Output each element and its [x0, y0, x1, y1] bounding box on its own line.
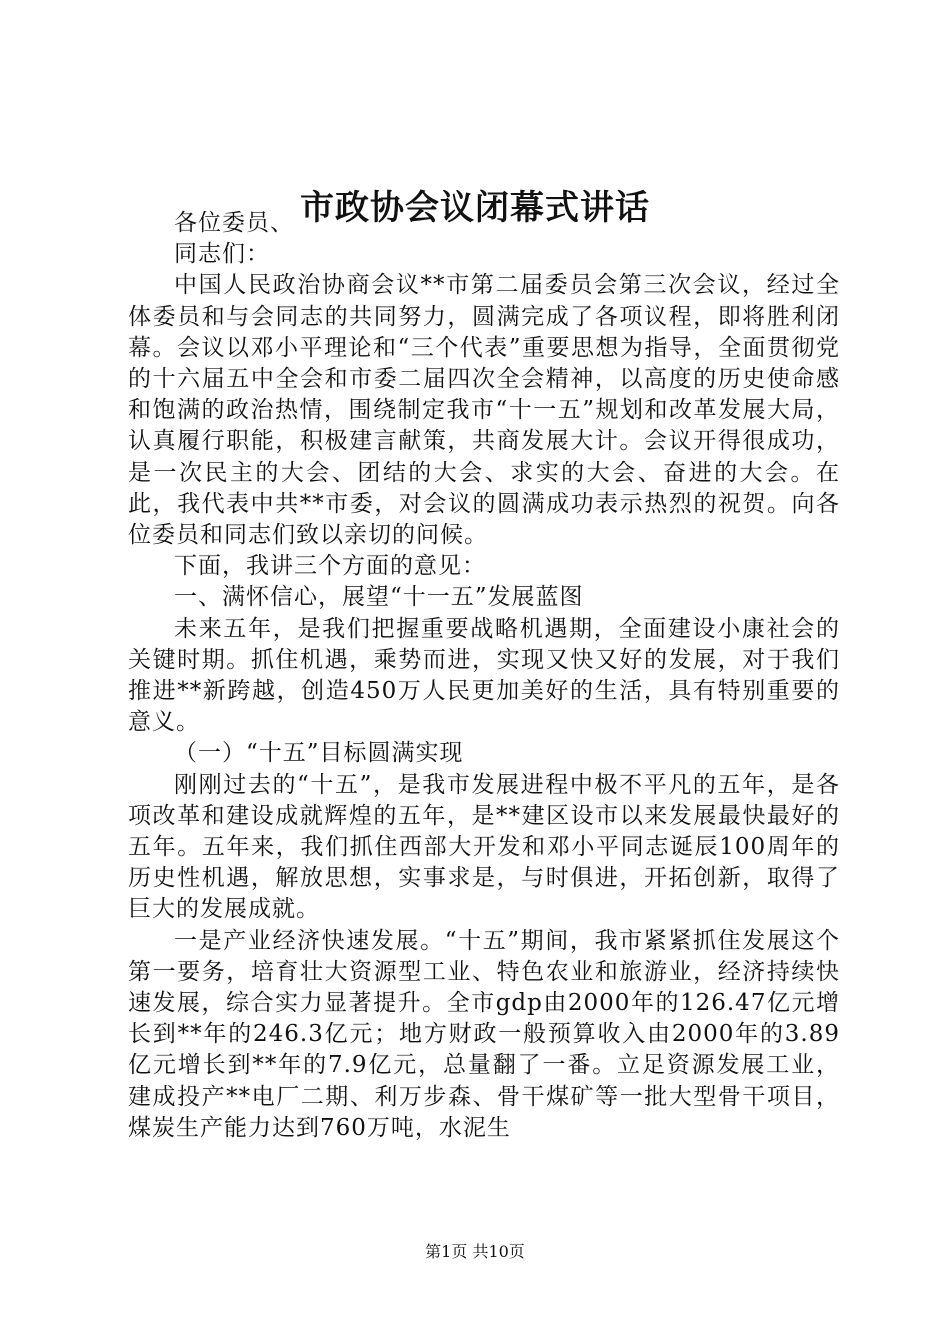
subsection-heading: （一）“十五”目标圆满实现	[174, 740, 464, 767]
body-paragraph: 一是产业经济快速发展。“十五”期间，我市紧紧抓住发展这个第一要务，培育壮大资源型工业、特色农业和旅游业，经济持续快速发展，综合实力显著提升。全市gdp由2000年的126.47亿元增长到**年的246.3亿元；地方财政一般预算收入由2000年的3.89亿元增长到**年的7.9亿元，总量翻了一番。立足资源发展工业，建成投产**电厂二期、利万步森、骨干煤矿等一批大型骨干项目，煤炭生产能力达到760万吨，水泥生	[128, 927, 840, 1141]
document-title: 市政协会议闭幕式讲话	[300, 188, 650, 228]
body-paragraph: 刚刚过去的“十五”，是我市发展进程中极不平凡的五年，是各项改革和建设成就辉煌的五年，是**建区设市以来发展最快最好的五年。五年来，我们抓住西部大开发和邓小平同志诞辰100周年的历史性机遇，解放思想，实事求是，与时俱进，开拓创新，取得了巨大的发展成就。	[128, 771, 840, 923]
document-body	[128, 208, 840, 1144]
salutation-line-2: 同志们：	[174, 241, 270, 268]
body-paragraph: 下面，我讲三个方面的意见：	[174, 553, 486, 580]
body-paragraph: 中国人民政治协商会议**市第二届委员会第三次会议，经过全体委员和与会同志的共同努力，圆满完成了各项议程，即将胜利闭幕。会议以邓小平理论和“三个代表”重要思想为指导，全面贯彻党的十六届五中全会和市委二届四次全会精神，以高度的历史使命感和饱满的政治热情，围绕制定我市“十一五”规划和改革发展大局，认真履行职能，积极建言献策，共商发展大计。会议开得很成功，是一次民主的大会、团结的大会、求实的大会、奋进的大会。在此，我代表中共**市委，对会议的圆满成功表示热烈的祝贺。向各位委员和同志们致以亲切的问候。	[128, 272, 840, 549]
body-paragraph: 未来五年，是我们把握重要战略机遇期，全面建设小康社会的关键时期。抓住机遇，乘势而进，实现又快又好的发展，对于我们推进**新跨越，创造450万人民更加美好的生活，具有特别重要的意义。	[128, 615, 840, 736]
section-heading: 一、满怀信心，展望“十一五”发展蓝图	[174, 584, 584, 611]
page-footer: 第1页 共10页	[425, 1242, 525, 1261]
salutation-line-1: 各位委员、	[174, 210, 294, 236]
